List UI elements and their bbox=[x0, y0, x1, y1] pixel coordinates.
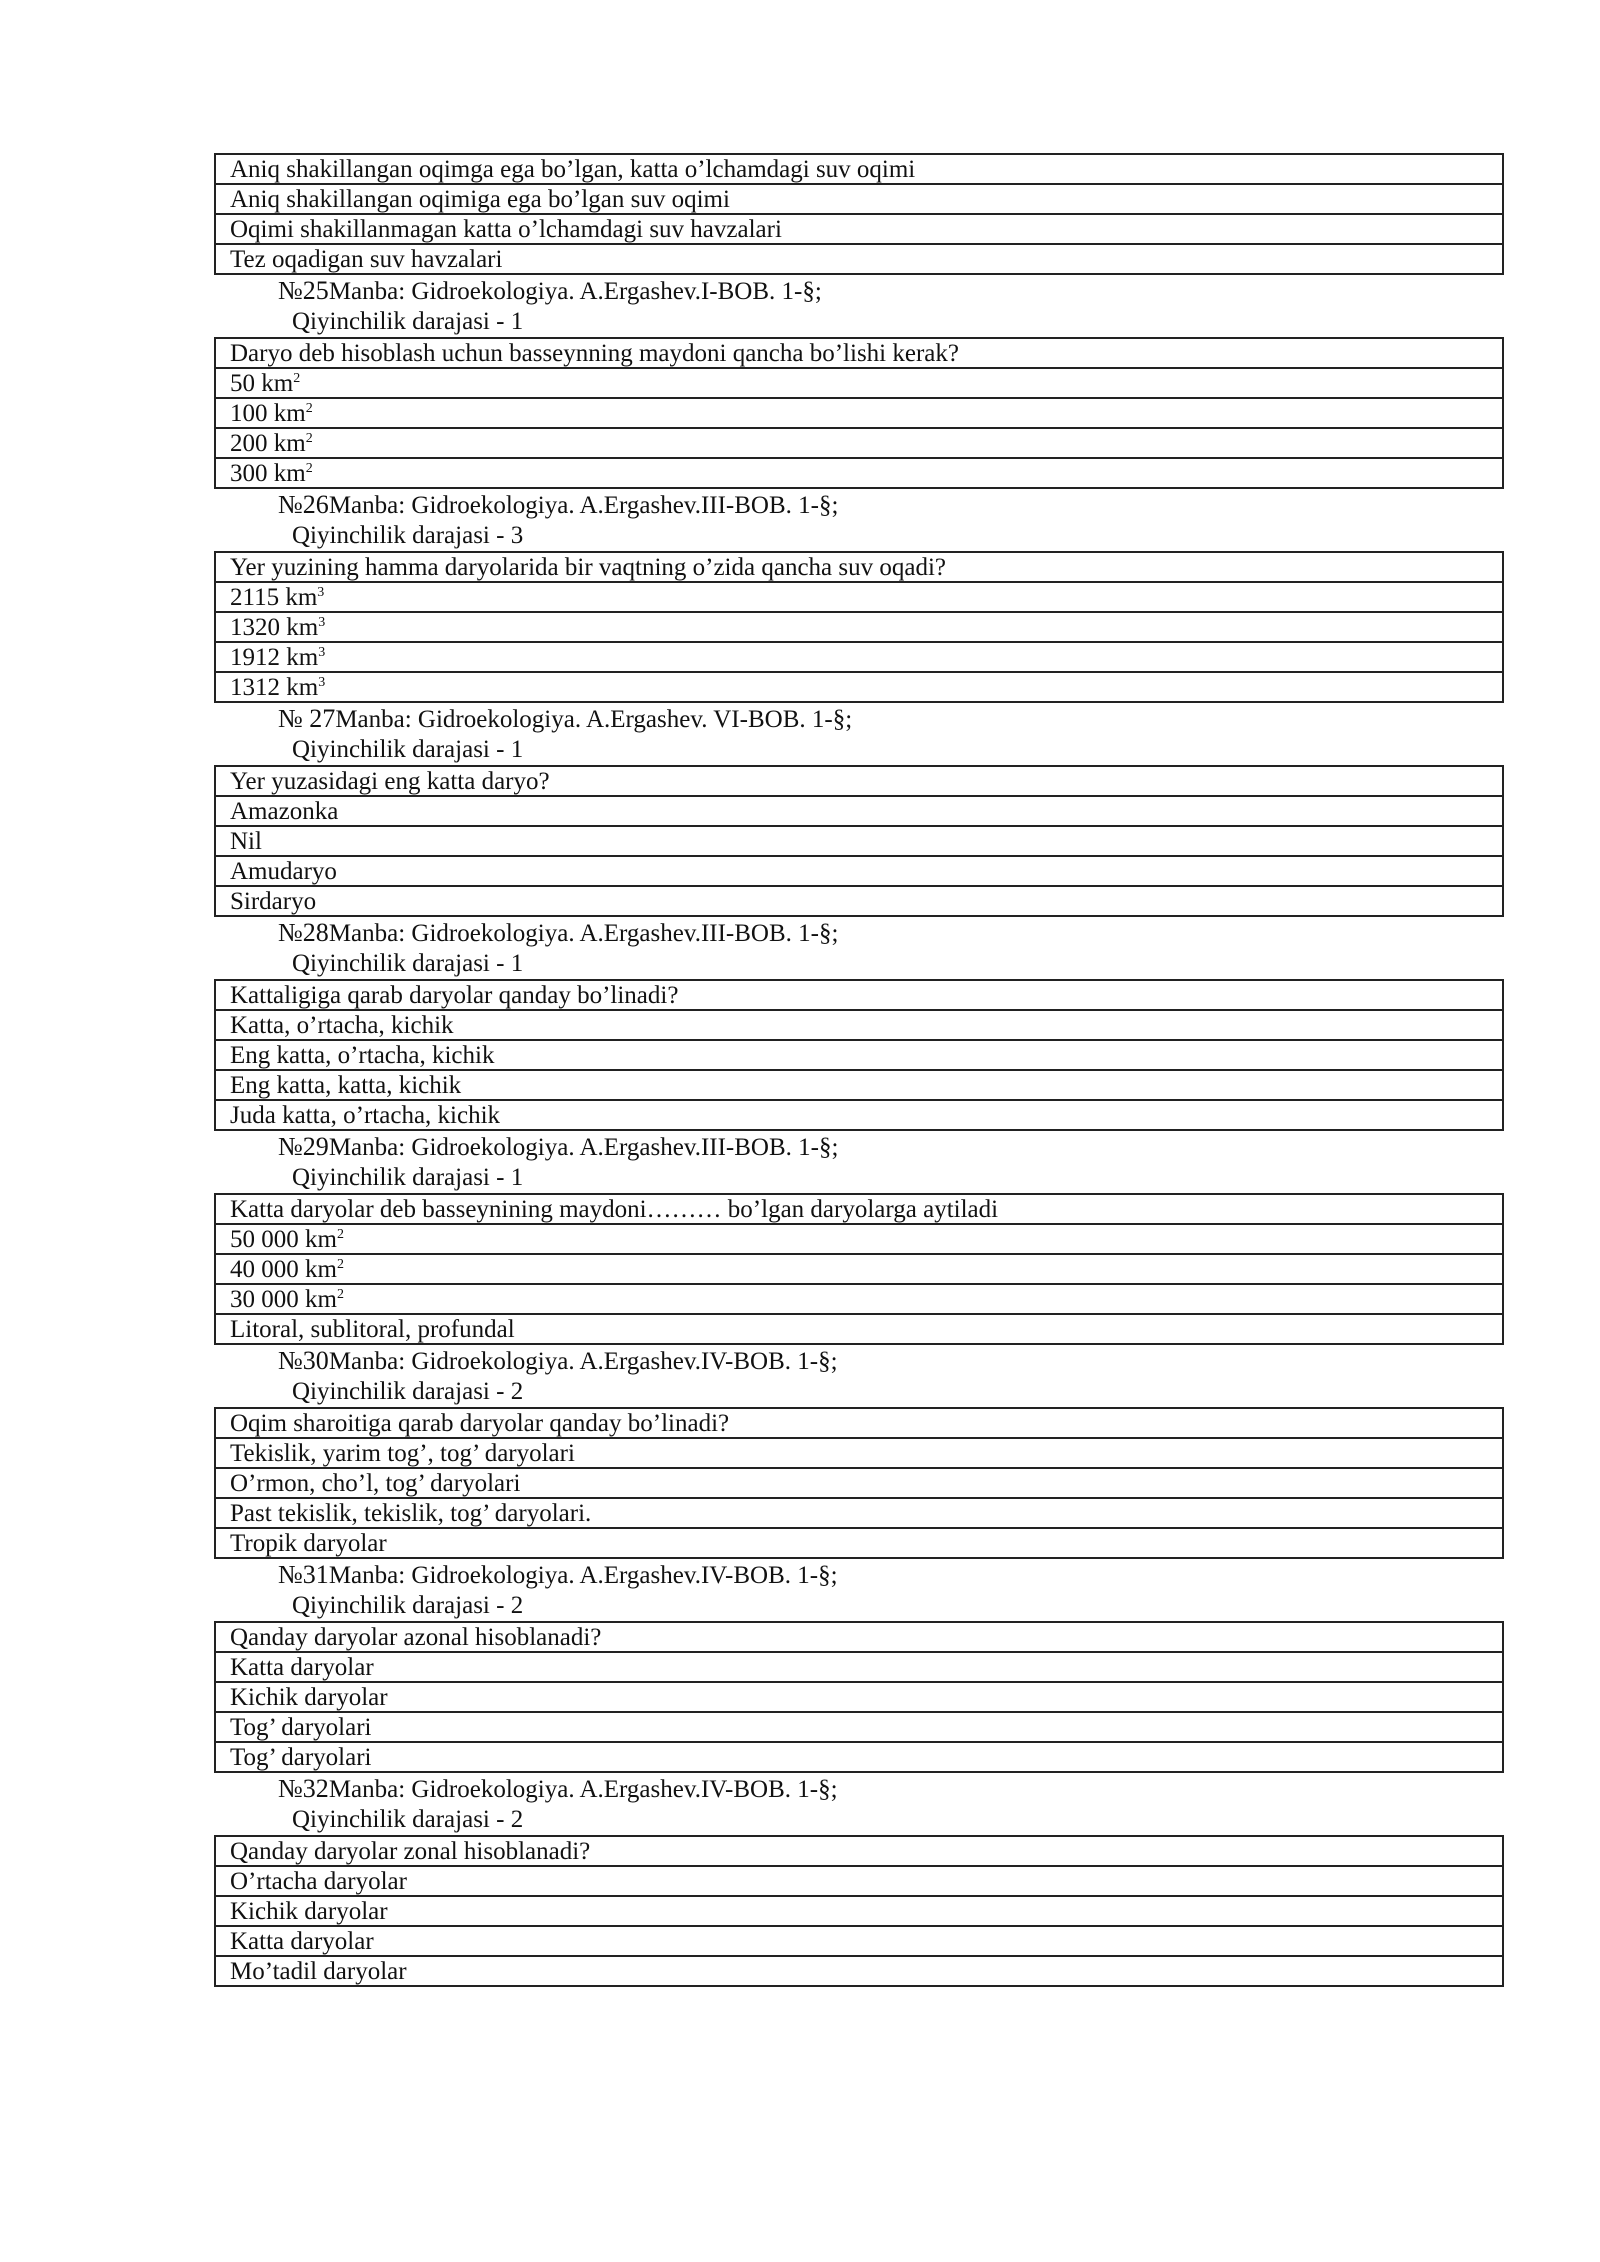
question-number: №28 bbox=[278, 918, 329, 947]
row-text: Yer yuzining hamma daryolarida bir vaqtning o’zida qancha suv oqadi? bbox=[230, 553, 947, 581]
row-text: O’rmon, cho’l, tog’ daryolari bbox=[230, 1469, 521, 1497]
answer-row bbox=[215, 398, 1503, 428]
answer-row bbox=[215, 796, 1503, 826]
answer-row bbox=[215, 1010, 1503, 1040]
unit-exponent: 2 bbox=[336, 1286, 344, 1302]
row-cell bbox=[215, 1896, 1503, 1926]
row-text: Tropik daryolar bbox=[230, 1529, 387, 1557]
row-text: 40 000 km bbox=[230, 1255, 337, 1283]
row-text: Amudaryo bbox=[230, 857, 337, 885]
difficulty-level: Qiyinchilik darajasi - 1 bbox=[292, 1164, 524, 1191]
question-table bbox=[214, 765, 1504, 917]
question-number: №31 bbox=[278, 1560, 329, 1589]
row-text: Past tekislik, tekislik, tog’ daryolari. bbox=[230, 1499, 592, 1527]
row-cell bbox=[215, 458, 1503, 488]
row-text: Yer yuzasidagi eng katta daryo? bbox=[230, 767, 550, 795]
row-cell bbox=[215, 1284, 1503, 1314]
row-cell bbox=[215, 612, 1503, 642]
difficulty-level: Qiyinchilik darajasi - 2 bbox=[292, 1592, 524, 1619]
question-source-line bbox=[214, 1131, 1504, 1163]
question-source-line bbox=[214, 917, 1504, 949]
question-row bbox=[215, 338, 1503, 368]
row-cell bbox=[215, 1194, 1503, 1224]
row-text: Daryo deb hisoblash uchun basseynning maydoni qancha bo’lishi kerak? bbox=[230, 339, 959, 367]
row-text: Nil bbox=[230, 827, 262, 855]
question-source: Manba: Gidroekologiya. A.Ergashev.III-BOB. 1-§; bbox=[328, 492, 839, 519]
row-text: O’rtacha daryolar bbox=[230, 1867, 407, 1895]
row-text: 1320 km bbox=[230, 613, 319, 641]
row-cell bbox=[215, 1836, 1503, 1866]
row-cell bbox=[215, 428, 1503, 458]
row-text: Tez oqadigan suv havzalari bbox=[230, 245, 503, 273]
question-table bbox=[214, 1621, 1504, 1773]
difficulty-level: Qiyinchilik darajasi - 1 bbox=[292, 308, 524, 335]
row-text: Tog’ daryolari bbox=[230, 1743, 372, 1771]
row-text: 100 km bbox=[230, 399, 306, 427]
row-cell bbox=[215, 1224, 1503, 1254]
row-text: 300 km bbox=[230, 459, 306, 487]
answer-row bbox=[215, 1742, 1503, 1772]
row-cell bbox=[215, 1926, 1503, 1956]
row-cell bbox=[215, 1254, 1503, 1284]
unit-exponent: 3 bbox=[318, 614, 326, 630]
row-cell bbox=[215, 1866, 1503, 1896]
row-text: Oqim sharoitiga qarab daryolar qanday bo’linadi? bbox=[230, 1409, 730, 1437]
unit-exponent: 2 bbox=[336, 1256, 344, 1272]
question-source: Manba: Gidroekologiya. A.Ergashev.III-BOB. 1-§; bbox=[328, 920, 839, 947]
unit-exponent: 2 bbox=[305, 430, 313, 446]
unit-exponent: 3 bbox=[317, 584, 325, 600]
unit-exponent: 2 bbox=[305, 400, 313, 416]
question-row bbox=[215, 1194, 1503, 1224]
answer-row bbox=[215, 1652, 1503, 1682]
answer-row bbox=[215, 1926, 1503, 1956]
row-text: Oqimi shakillanmagan katta o’lchamdagi suv havzalari bbox=[230, 215, 782, 243]
answer-row bbox=[215, 1314, 1503, 1344]
answer-row bbox=[215, 1254, 1503, 1284]
row-text: 50 km bbox=[230, 369, 294, 397]
question-source-line bbox=[214, 1345, 1504, 1377]
question-source: Manba: Gidroekologiya. A.Ergashev.III-BOB. 1-§; bbox=[328, 1134, 839, 1161]
question-number: №32 bbox=[278, 1774, 329, 1803]
row-cell bbox=[215, 796, 1503, 826]
row-cell bbox=[215, 244, 1503, 274]
question-table bbox=[214, 337, 1504, 489]
row-text: Aniq shakillangan oqimiga ega bo’lgan suv oqimi bbox=[230, 185, 730, 213]
difficulty-level: Qiyinchilik darajasi - 3 bbox=[292, 522, 524, 549]
question-row bbox=[215, 1836, 1503, 1866]
unit-exponent: 2 bbox=[336, 1226, 344, 1242]
question-row bbox=[215, 1408, 1503, 1438]
row-cell bbox=[215, 1652, 1503, 1682]
row-cell bbox=[215, 338, 1503, 368]
question-table bbox=[214, 979, 1504, 1131]
row-cell bbox=[215, 1956, 1503, 1986]
answer-row bbox=[215, 612, 1503, 642]
row-text: Eng katta, katta, kichik bbox=[230, 1071, 462, 1099]
answer-row bbox=[215, 582, 1503, 612]
row-cell bbox=[215, 398, 1503, 428]
answer-row bbox=[215, 184, 1503, 214]
row-text: 200 km bbox=[230, 429, 306, 457]
difficulty-level: Qiyinchilik darajasi - 2 bbox=[292, 1378, 524, 1405]
row-cell bbox=[215, 1528, 1503, 1558]
answer-row bbox=[215, 1712, 1503, 1742]
unit-exponent: 3 bbox=[318, 644, 326, 660]
row-cell bbox=[215, 154, 1503, 184]
row-text: Tekislik, yarim tog’, tog’ daryolari bbox=[230, 1439, 575, 1467]
answer-row bbox=[215, 1498, 1503, 1528]
question-source-line bbox=[214, 703, 1504, 735]
question-source: Manba: Gidroekologiya. A.Ergashev.IV-BOB. 1-§; bbox=[328, 1562, 838, 1589]
row-cell bbox=[215, 1742, 1503, 1772]
row-cell bbox=[215, 1712, 1503, 1742]
row-text: Aniq shakillangan oqimga ega bo’lgan, katta o’lchamdagi suv oqimi bbox=[230, 155, 916, 183]
row-text: 50 000 km bbox=[230, 1225, 337, 1253]
question-row bbox=[215, 980, 1503, 1010]
row-cell bbox=[215, 1070, 1503, 1100]
question-row bbox=[215, 766, 1503, 796]
row-text: Kichik daryolar bbox=[230, 1897, 388, 1925]
answer-row bbox=[215, 672, 1503, 702]
row-cell bbox=[215, 1314, 1503, 1344]
row-text: 2115 km bbox=[230, 583, 318, 611]
answer-row bbox=[215, 428, 1503, 458]
question-number: №30 bbox=[278, 1346, 329, 1375]
question-table bbox=[214, 551, 1504, 703]
row-cell bbox=[215, 214, 1503, 244]
question-source: Manba: Gidroekologiya. A.Ergashev.I-BOB. 1-§; bbox=[328, 278, 822, 305]
answer-row bbox=[215, 642, 1503, 672]
unit-exponent: 3 bbox=[318, 674, 326, 690]
row-cell bbox=[215, 184, 1503, 214]
row-cell bbox=[215, 1498, 1503, 1528]
row-cell bbox=[215, 1408, 1503, 1438]
answer-row bbox=[215, 886, 1503, 916]
row-text: Juda katta, o’rtacha, kichik bbox=[230, 1101, 501, 1129]
answer-row bbox=[215, 856, 1503, 886]
row-text: Kichik daryolar bbox=[230, 1683, 388, 1711]
question-source-line bbox=[214, 275, 1504, 307]
row-text: Qanday daryolar azonal hisoblanadi? bbox=[230, 1623, 602, 1651]
question-row bbox=[215, 552, 1503, 582]
answer-row bbox=[215, 1100, 1503, 1130]
question-row bbox=[215, 1622, 1503, 1652]
document-page bbox=[214, 153, 1504, 1987]
answer-row bbox=[215, 826, 1503, 856]
row-cell bbox=[215, 582, 1503, 612]
answer-row bbox=[215, 1528, 1503, 1558]
question-source-line bbox=[214, 1773, 1504, 1805]
row-cell bbox=[215, 980, 1503, 1010]
row-text: 1312 km bbox=[230, 673, 319, 701]
question-number: №25 bbox=[278, 276, 329, 305]
answer-row bbox=[215, 244, 1503, 274]
row-cell bbox=[215, 368, 1503, 398]
answer-row bbox=[215, 154, 1503, 184]
row-text: Katta daryolar bbox=[230, 1653, 374, 1681]
question-source: Manba: Gidroekologiya. A.Ergashev.IV-BOB. 1-§; bbox=[328, 1776, 838, 1803]
row-cell bbox=[215, 1010, 1503, 1040]
question-number: №29 bbox=[278, 1132, 329, 1161]
row-text: 1912 km bbox=[230, 643, 319, 671]
row-cell bbox=[215, 826, 1503, 856]
row-text: Kattaligiga qarab daryolar qanday bo’linadi? bbox=[230, 981, 679, 1009]
row-text: Qanday daryolar zonal hisoblanadi? bbox=[230, 1837, 591, 1865]
question-source-line bbox=[214, 489, 1504, 521]
answer-row bbox=[215, 1224, 1503, 1254]
answer-row bbox=[215, 1438, 1503, 1468]
row-text: Litoral, sublitoral, profundal bbox=[230, 1315, 515, 1343]
answer-row bbox=[215, 1040, 1503, 1070]
unit-exponent: 2 bbox=[293, 370, 301, 386]
row-cell bbox=[215, 856, 1503, 886]
row-text: Katta daryolar deb basseynining maydoni……… bo’lgan daryolarga aytiladi bbox=[230, 1195, 999, 1223]
difficulty-level: Qiyinchilik darajasi - 2 bbox=[292, 1806, 524, 1833]
question-source-line bbox=[214, 1559, 1504, 1591]
question-table bbox=[214, 1835, 1504, 1987]
row-text: Amazonka bbox=[230, 797, 339, 825]
row-text: Tog’ daryolari bbox=[230, 1713, 372, 1741]
unit-exponent: 2 bbox=[305, 460, 313, 476]
answer-row bbox=[215, 214, 1503, 244]
row-cell bbox=[215, 1682, 1503, 1712]
row-cell bbox=[215, 766, 1503, 796]
answer-row bbox=[215, 368, 1503, 398]
difficulty-level: Qiyinchilik darajasi - 1 bbox=[292, 736, 524, 763]
row-text: Eng katta, o’rtacha, kichik bbox=[230, 1041, 495, 1069]
row-cell bbox=[215, 642, 1503, 672]
question-table bbox=[214, 1407, 1504, 1559]
answer-row bbox=[215, 1866, 1503, 1896]
question-table bbox=[214, 153, 1504, 275]
row-cell bbox=[215, 1040, 1503, 1070]
row-cell bbox=[215, 886, 1503, 916]
answer-row bbox=[215, 1682, 1503, 1712]
answer-row bbox=[215, 1070, 1503, 1100]
answer-row bbox=[215, 1896, 1503, 1926]
row-cell bbox=[215, 552, 1503, 582]
row-text: Katta, o’rtacha, kichik bbox=[230, 1011, 454, 1039]
question-number: №26 bbox=[278, 490, 329, 519]
answer-row bbox=[215, 1284, 1503, 1314]
row-text: Mo’tadil daryolar bbox=[230, 1957, 407, 1985]
answer-row bbox=[215, 1956, 1503, 1986]
question-table bbox=[214, 1193, 1504, 1345]
question-source: Manba: Gidroekologiya. A.Ergashev.IV-BOB. 1-§; bbox=[328, 1348, 838, 1375]
row-text: 30 000 km bbox=[230, 1285, 337, 1313]
row-text: Sirdaryo bbox=[230, 887, 317, 915]
row-cell bbox=[215, 1622, 1503, 1652]
row-cell bbox=[215, 1468, 1503, 1498]
answer-row bbox=[215, 458, 1503, 488]
question-source: Manba: Gidroekologiya. A.Ergashev. VI-BOB. 1-§; bbox=[335, 706, 853, 733]
row-cell bbox=[215, 672, 1503, 702]
question-number: № 27 bbox=[278, 704, 336, 733]
difficulty-level: Qiyinchilik darajasi - 1 bbox=[292, 950, 524, 977]
row-text: Katta daryolar bbox=[230, 1927, 374, 1955]
row-cell bbox=[215, 1438, 1503, 1468]
row-cell bbox=[215, 1100, 1503, 1130]
answer-row bbox=[215, 1468, 1503, 1498]
